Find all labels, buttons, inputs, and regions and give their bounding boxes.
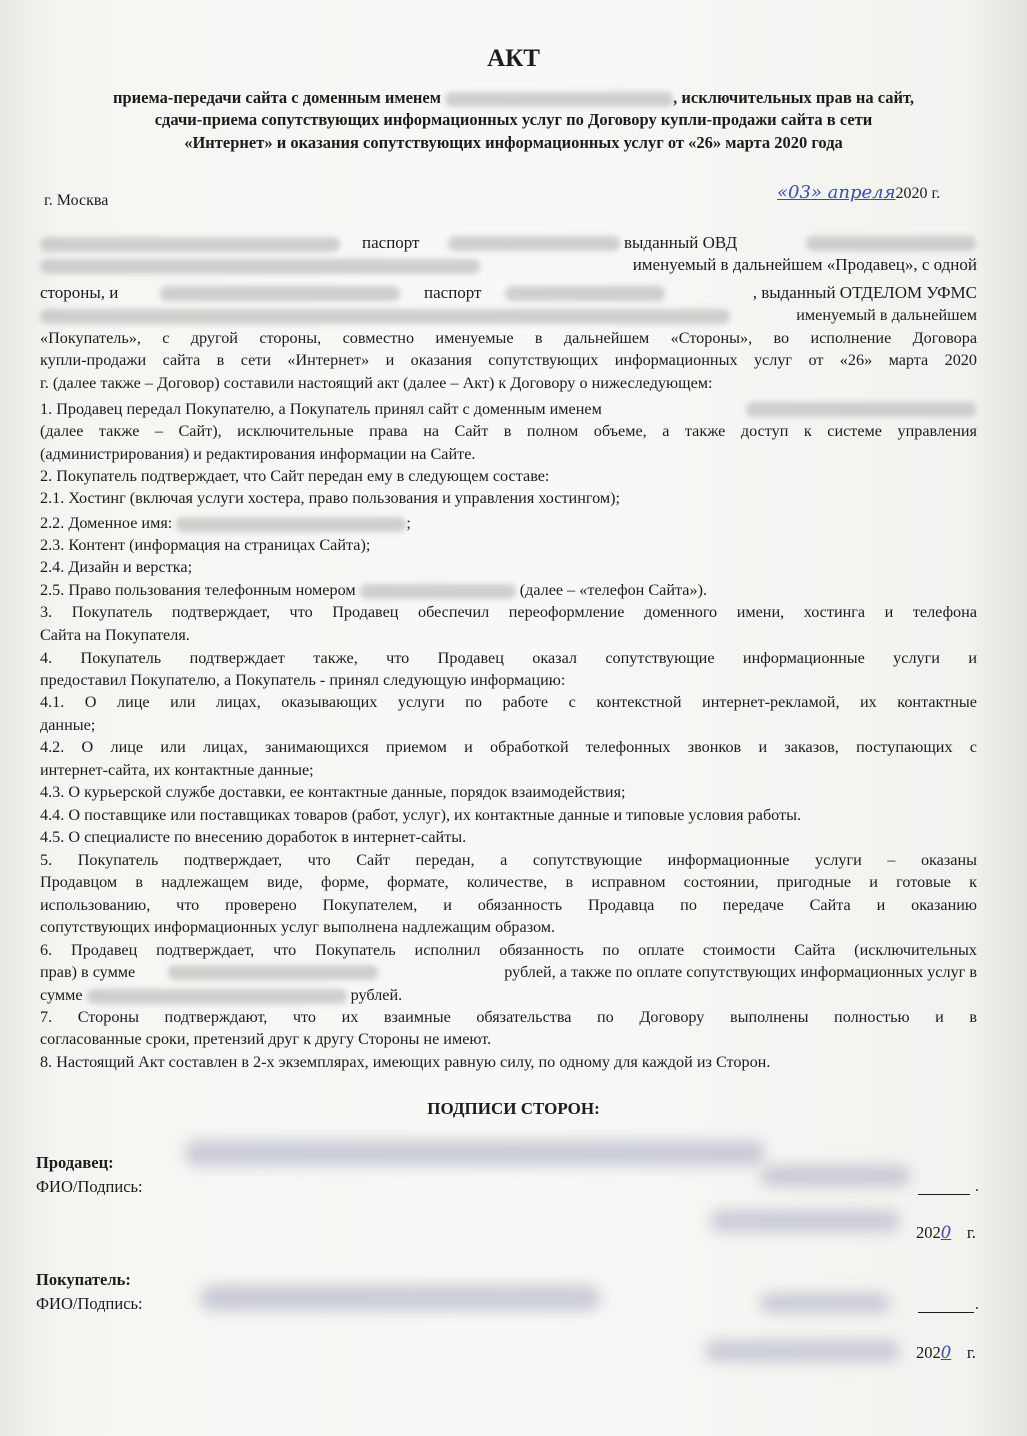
seller-sign-dot: . — [975, 1178, 979, 1195]
clause-1-line-1: 1. Продавец передал Покупателю, а Покупатель принял сайт с доменным именем — [40, 398, 977, 420]
clause-2-4: 2.4. Дизайн и верстка; — [40, 558, 193, 576]
intro-line-2: именуемый в дальнейшем «Продавец», с одной — [40, 254, 977, 276]
buyer-name-redacted — [200, 1285, 600, 1311]
clause-6-line-1: 6. Продавец подтверждает, что Покупатель исполнил обязанность по оплате стоимости Сайта (исключительных — [40, 941, 977, 959]
redacted-buyer-passport — [505, 286, 665, 301]
seller-sign-redacted-2 — [760, 1165, 910, 1187]
buyer-year: 2020 г. — [916, 1343, 976, 1362]
subtitle-line-3: «Интернет» и оказания сопутствующих информационных услуг от «26» марта 2020 года — [184, 133, 843, 152]
redacted-domain-3 — [176, 517, 406, 532]
redacted-seller-name — [40, 237, 340, 252]
intro-line-3: стороны, и паспорт , выданный ОТДЕЛОМ УФМС — [40, 283, 977, 302]
clause-1-line-3: (администрирования) и редактирования информации на Сайте. — [40, 445, 476, 463]
clause-2: 2. Покупатель подтверждает, что Сайт передан ему в следующем составе: — [40, 467, 550, 485]
clause-4-4: 4.4. О поставщике или поставщиках товаров (работ, услуг), их контактные данные и типовые условия работы. — [40, 806, 802, 824]
intro-line-1: паспорт выданный ОВД — [40, 232, 977, 254]
clause-7-line-1: 7. Стороны подтверждают, что их взаимные обязательства по Договору выполнены полностью и в — [40, 1008, 977, 1026]
seller-year-digit: 0 — [940, 1223, 952, 1242]
signatures-heading: ПОДПИСИ СТОРОН: — [427, 1099, 600, 1118]
subtitle-line-1 — [0, 88, 1027, 108]
clause-2-1: 2.1. Хостинг (включая услуги хостера, право пользования и управления хостингом); — [40, 489, 621, 507]
clause-6-line-2: прав) в сумме рублей, а также по оплате сопутствующих информационных услуг в — [40, 963, 977, 981]
clause-6-line-3: сумме рублей. — [40, 986, 403, 1004]
redacted-passport — [448, 236, 620, 251]
redacted-seller-address — [40, 259, 480, 274]
redacted-issuer — [806, 236, 976, 251]
clause-4-2-line-1: 4.2. О лице или лицах, занимающихся приемом и обработкой телефонных звонков и заказов, поступающих с — [40, 738, 977, 756]
intro-line-7: г. (далее также – Договор) составили настоящий акт (далее – Акт) к Договору о нижеследующем: — [40, 374, 713, 392]
seller-fio-label: ФИО/Подпись: — [36, 1177, 143, 1196]
clause-2-3: 2.3. Контент (информация на страницах Сайта); — [40, 536, 371, 554]
clause-5-line-2: Продавцом в надлежащем виде, форме, формате, количестве, в исправном состоянии, пригодные и готовые к — [40, 873, 977, 891]
clause-4-1-line-2: данные; — [40, 716, 96, 734]
city: г. Москва — [44, 192, 109, 209]
buyer-sign-redacted — [760, 1293, 890, 1313]
buyer-label: Покупатель: — [36, 1270, 131, 1289]
redacted-domain-2 — [746, 402, 976, 417]
buyer-year-digit: 0 — [940, 1343, 952, 1362]
clause-3-line-1: 3. Покупатель подтверждает, что Продавец обеспечил переоформление доменного имени, хостинга и телефона — [40, 603, 977, 621]
seller-sign-line — [918, 1180, 970, 1195]
clause-4-5: 4.5. О специалисте по внесению доработок в интернет-сайты. — [40, 828, 467, 846]
buyer-date-redacted — [705, 1340, 900, 1362]
redacted-domain — [445, 92, 673, 107]
subtitle-1a: приема-передачи сайта с доменным именем — [112, 88, 441, 107]
subtitle-1b: , исключительных прав на сайт, — [673, 88, 915, 107]
clause-1-line-2: (далее также – Сайт), исключительные права на Сайт в полном объеме, а также доступ к системе управления — [40, 422, 977, 440]
clause-4-line-1: 4. Покупатель подтверждает также, что Продавец оказал сопутствующие информационные услуги и — [40, 649, 977, 667]
intro-line-6: купли-продажи сайта в сети «Интернет» и оказания сопутствующих информационных услуг от «26» марта 2020 — [40, 351, 977, 369]
clause-2-2: 2.2. Доменное имя: ; — [40, 514, 411, 532]
date-suffix: 2020 г. — [895, 185, 941, 202]
clause-5-line-1: 5. Покупатель подтверждает, что Сайт передан, а сопутствующие информационные услуги – оказаны — [40, 851, 977, 869]
clause-3-line-2: Сайта на Покупателя. — [40, 626, 190, 644]
redacted-phone — [360, 584, 516, 599]
intro-line-5: «Покупатель», с другой стороны, совместно именуемые в дальнейшем «Стороны», во исполнение Договора — [40, 329, 977, 347]
intro-line-4: именуемый в дальнейшем — [40, 304, 977, 326]
redacted-buyer-name — [160, 286, 400, 301]
seller-signature-redacted — [185, 1140, 765, 1166]
seller-date-redacted — [710, 1210, 900, 1232]
clause-7-line-2: согласованные сроки, претензий друг к другу Стороны не имеют. — [40, 1030, 492, 1048]
buyer-fio-label: ФИО/Подпись: — [36, 1294, 143, 1313]
subtitle-line-2: сдачи-приема сопутствующих информационных услуг по Договору купли-продажи сайта в сети — [154, 110, 873, 129]
redacted-buyer-issuer — [40, 309, 730, 324]
redacted-service-price — [87, 989, 347, 1004]
clause-2-5: 2.5. Право пользования телефонным номером (далее – «телефон Сайта»). — [40, 581, 708, 599]
buyer-sign-line — [918, 1298, 974, 1313]
seller-year: 2020 г. — [916, 1223, 976, 1242]
handwritten-date: «03» апреля — [777, 182, 896, 203]
document-title: АКТ — [487, 45, 540, 72]
clause-4-1-line-1: 4.1. О лице или лицах, оказывающих услуги по работе с контекстной интернет-рекламой, их контактные — [40, 693, 977, 711]
clause-4-2-line-2: интернет-сайта, их контактные данные; — [40, 761, 314, 779]
seller-label: Продавец: — [36, 1153, 114, 1172]
clause-8: 8. Настоящий Акт составлен в 2-х экземплярах, имеющих равную силу, по одному для каждой из Сторон. — [40, 1053, 771, 1071]
clause-5-line-4: сопутствующих информационных услуг выполнена надлежащим образом. — [40, 918, 556, 936]
redacted-site-price — [168, 965, 378, 980]
clause-4-line-2: предоставил Покупателю, а Покупатель - принял следующую информацию: — [40, 671, 566, 689]
document-date — [777, 182, 940, 203]
clause-4-3: 4.3. О курьерской службе доставки, ее контактные данные, порядок взаимодействия; — [40, 783, 626, 801]
buyer-sign-dot: . — [975, 1296, 979, 1313]
clause-5-line-3: использованию, что проверено Покупателем, и обязанность Продавца по передаче Сайта и оказанию — [40, 896, 977, 914]
